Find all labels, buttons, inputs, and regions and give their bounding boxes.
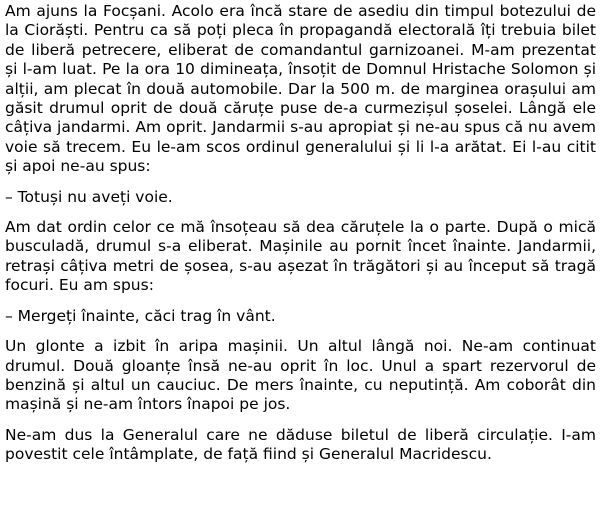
paragraph-arrival-focsani: Am ajuns la Focșani. Acolo era încă stare de asediu din timpul botezului de la Ciorăști. Pentru ca să poți pleca în propagandă electorală îți trebuia bilet de liberă petrecere, eliberat de comandantul garnizoanei. M-am prezentat și l-am luat. Pe la ora 10 dimineața, însoțit de Domnul Hristache Solomon și alții, am plecat în două automobile. Dar la 500 m. de marginea orașului am găsit drumul oprit de două căruțe puse de-a curmezișul șoselei. Lângă ele câțiva jandarmi. Am oprit. Jandarmii s-au apropiat și ne-au spus că nu avem voie să trecem. Eu le-am scos ordinul generalului și li l-a arătat. Ei l-au citit și apoi ne-au spus: bbox=[5, 2, 596, 176]
paragraph-dialogue-go-ahead: – Mergeți înainte, căci trag în vânt. bbox=[5, 306, 276, 325]
paragraph-shots-fired: Un glonte a izbit în aripa mașinii. Un altul lângă noi. Ne-am continuat drumul. Două gloanțe însă ne-au oprit în loc. Unul a spart rezervorul de benzină și altul un cauciuc. De mers înainte, cu neputință. Am coborât din mașină și ne-am întors înapoi pe jos. bbox=[5, 337, 596, 414]
paragraph-return-to-general: Ne-am dus la Generalul care ne dăduse biletul de liberă circulație. I-am povestit cele întâmplate, de față fiind și Generalul Macridescu. bbox=[5, 425, 596, 464]
paragraph-carts-removed: Am dat ordin celor ce mă însoțeau să dea căruțele la o parte. După o mică busculadă, drumul s-a eliberat. Mașinile au pornit încet înainte. Jandarmii, retrași câțiva metri de șosea, s-au așezat în trăgători și au început să tragă focuri. Eu am spus: bbox=[5, 218, 596, 295]
paragraph-dialogue-no-permission: – Totuși nu aveți voie. bbox=[5, 187, 173, 206]
